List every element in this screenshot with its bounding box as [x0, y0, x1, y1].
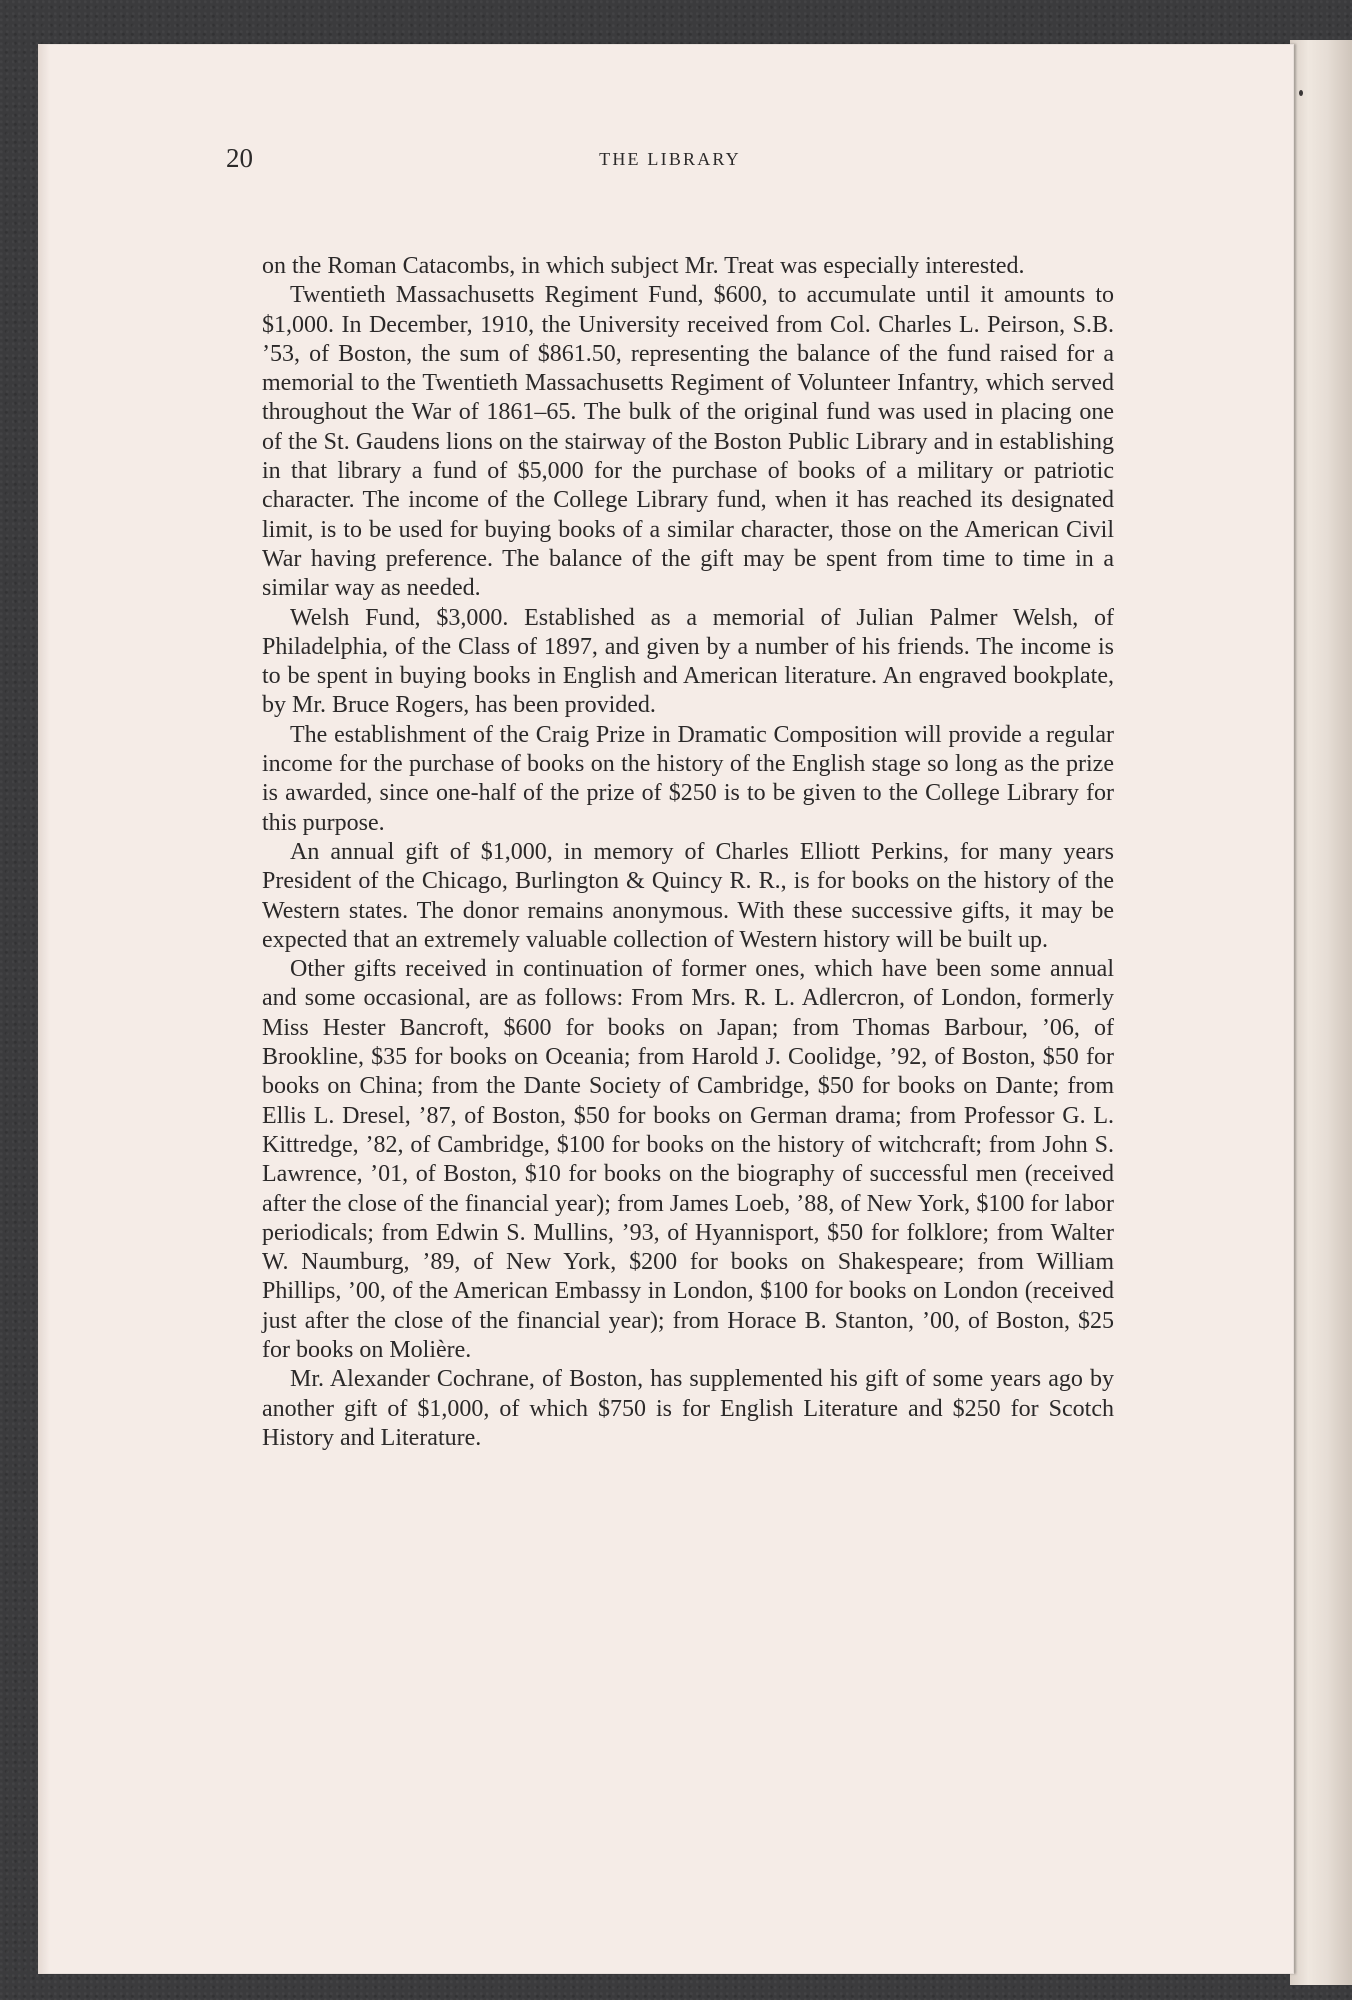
- running-title: THE LIBRARY: [599, 149, 741, 169]
- page-edges: [1290, 40, 1352, 1985]
- dust-speck: [1299, 90, 1303, 96]
- paragraph: Twentieth Massachusetts Regiment Fund, $600, to accumulate until it amounts to $1,000. In December, 1910, the University received from Col. Charles L. Peirson, S.B. ’53, of Boston, the sum of $861.50, representing the balance of the fund raised for a memorial to the Twentieth Massachusetts Regiment of Volunteer Infantry, which served throughout the War of 1861–65. The bulk of the original fund was used in placing one of the St. Gaudens lions on the stairway of the Boston Public Library and in establishing in that library a fund of $5,000 for the purchase of books of a military or patriotic character. The income of the College Library fund, when it has reached its designated limit, is to be used for buying books of a similar character, those on the American Civil War having preference. The balance of the gift may be spent from time to time in a similar way as needed.: [262, 282, 1114, 602]
- body-text: [262, 252, 1114, 1453]
- paragraph: Other gifts received in continuation of former ones, which have been some annual and some occasional, are as follows: From Mrs. R. L. Adlercron, of London, formerly Miss Hester Bancroft, $600 for books on Japan; from Thomas Barbour, ’06, of Brookline, $35 for books on Oceania; from Harold J. Coolidge, ’92, of Boston, $50 for books on China; from the Dante Society of Cambridge, $50 for books on Dante; from Ellis L. Dresel, ’87, of Boston, $50 for books on German drama; from Professor G. L. Kittredge, ’82, of Cambridge, $100 for books on the history of witchcraft; from John S. Lawrence, ’01, of Boston, $10 for books on the biography of successful men (received after the close of the financial year); from James Loeb, ’88, of New York, $100 for labor periodicals; from Edwin S. Mullins, ’93, of Hyannisport, $50 for folklore; from Walter W. Naumburg, ’89, of New York, $200 for books on Shakespeare; from William Phillips, ’00, of the American Embassy in London, $100 for books on London (received just after the close of the financial year); from Horace B. Stanton, ’00, of Boston, $25 for books on Molière.: [262, 956, 1114, 1363]
- page-header: [226, 143, 1114, 183]
- paragraph: Welsh Fund, $3,000. Established as a memorial of Julian Palmer Welsh, of Philadelphia, of the Class of 1897, and given by a number of his friends. The income is to be spent in buying books in English and American literature. An engraved bookplate, by Mr. Bruce Rogers, has been provided.: [262, 604, 1114, 719]
- paragraph: on the Roman Catacombs, in which subject Mr. Treat was especially interested.: [262, 253, 1025, 279]
- paragraph: An annual gift of $1,000, in memory of Charles Elliott Perkins, for many years President of the Chicago, Burlington & Quincy R. R., is for books on the history of the Western states. The donor remains anonymous. With these successive gifts, it may be expected that an extremely valuable collection of Western history will be built up.: [262, 838, 1114, 953]
- paragraph: Mr. Alexander Cochrane, of Boston, has supplemented his gift of some years ago by another gift of $1,000, of which $750 is for English Literature and $250 for Scotch History and Literature.: [262, 1366, 1114, 1451]
- paragraph: The establishment of the Craig Prize in Dramatic Composition will provide a regular income for the purchase of books on the history of the English stage so long as the prize is awarded, since one-half of the prize of $250 is to be given to the College Library for this purpose.: [262, 721, 1114, 836]
- page-number: 20: [226, 143, 253, 173]
